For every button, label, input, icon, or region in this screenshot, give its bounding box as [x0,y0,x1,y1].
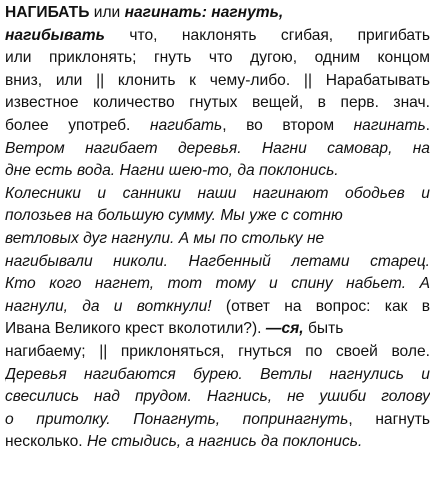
definition-text: быть [303,320,344,338]
definition-text: , нагнуть [348,410,430,428]
entry-line [5,25,430,48]
example-text: дне есть вода. Нагни шею-то, да поклонись. [5,162,339,180]
headword-variant: нагинать: нагнуть, [124,4,284,21]
example-text: Кто кого нагнет, тот тому и спину набьет. А [5,275,430,293]
definition-text: (ответ на вопрос: как в [211,297,430,315]
entry-line [5,205,430,228]
example-text: ветловых дуг нагнули. А мы по стольку не [5,229,325,247]
example-text: свесились над прудом. Нагнись, не ушиби голову [5,388,430,406]
definition-text: несколько. [5,433,87,451]
definition-text: . [425,116,430,134]
entry-line [5,160,430,183]
entry-line [5,47,430,70]
entry-line [5,386,430,409]
entry-line [5,273,430,296]
definition-text: или [89,4,125,21]
example-text: нагибать [149,116,223,134]
entry-line [5,70,430,93]
entry-line [5,431,430,454]
headword-variant: нагибывать [5,26,105,44]
entry-line [5,138,430,161]
example-text: полозьев на большую сумму. Мы уже с сотню [5,207,343,225]
example-text: Деревья нагибаются бурею. Ветлы нагнулись и [5,365,430,383]
definition-text: нагибаему; || приклоняться, гнуться по своей воле. [5,342,430,360]
example-text: о притолку. Понагнуть, попринагнуть [5,410,349,428]
headword-variant: —ся, [265,320,304,338]
entry-line [5,92,430,115]
entry-line [5,2,430,25]
entry-line [5,115,430,138]
definition-text: более употреб. [5,116,150,134]
entry-line [5,341,430,364]
entry-line [5,318,430,341]
entry-line [5,251,430,274]
example-text: Ветром нагибает деревья. Нагни самовар, на [5,139,430,157]
example-text: нагибывали николи. Нагбенный летами старец. [5,252,430,270]
example-text: нагинать [353,116,426,134]
definition-text: Ивана Великого крест вколотили?). [5,320,266,338]
entry-line [5,364,430,387]
entry-line [5,409,430,432]
entry-line [5,296,430,319]
definition-text: вниз, или || клонить к чему-либо. || Нарабатывать [5,71,430,89]
definition-text: что, наклонять сгибая, пригибать [104,26,430,44]
example-text: Колесники и санники наши нагинают ободьев и [5,184,430,202]
entry-line [5,228,430,251]
definition-text: или приклонять; гнуть что дугою, одним концом [5,49,430,67]
example-text: Не стыдись, а нагнись да поклонись. [86,433,363,451]
headword: НАГИБАТЬ [5,4,90,21]
definition-text: известное количество гнутых вещей, в перв. знач. [5,94,430,112]
definition-text: , во втором [222,116,354,134]
entry-line [5,183,430,206]
example-text: нагнули, да и воткнули! [5,297,212,315]
